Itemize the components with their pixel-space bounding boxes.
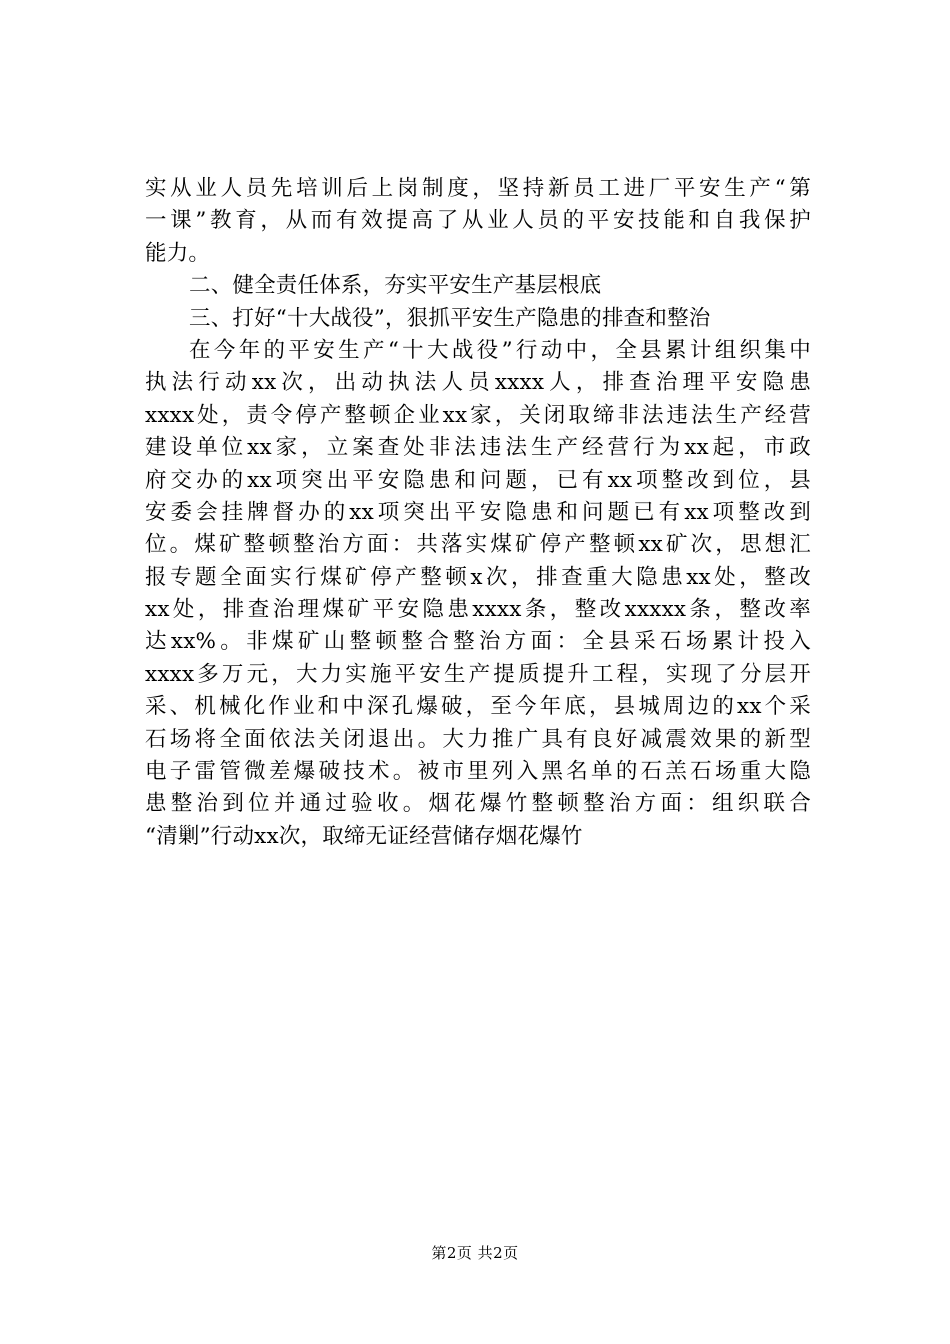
text-line: 电子雷管微差爆破技术。被市里列入黑名单的石羔石场重大隐	[145, 759, 811, 785]
text-line: 采、机械化作业和中深孔爆破，至今年底，县城周边的xx个采	[145, 694, 811, 720]
text-line: 在今年的平安生产“十大战役”行动中，全县累计组织集中	[189, 337, 811, 363]
text-line: 位。煤矿整顿整治方面：共落实煤矿停产整顿xx矿次，思想汇	[145, 532, 811, 558]
text-line: 实从业人员先培训后上岗制度，坚持新员工进厂平安生产“第	[145, 176, 811, 201]
text-line: 报专题全面实行煤矿停产整顿x次，排查重大隐患xx处，整改	[145, 564, 811, 590]
text-line: xx处，排查治理煤矿平安隐患xxxx条，整改xxxxx条，整改率	[145, 597, 811, 623]
section-heading-3: 三、打好“十大战役”，狠抓平安生产隐患的排查和整治	[189, 305, 711, 331]
body-text	[145, 173, 811, 853]
text-line: 达xx%。非煤矿山整顿整合整治方面：全县采石场累计投入	[145, 629, 811, 655]
text-line: 府交办的xx项突出平安隐患和问题，已有xx项整改到位，县	[145, 467, 811, 493]
text-line: 建设单位xx家，立案查处非法违法生产经营行为xx起，市政	[145, 435, 811, 461]
text-line: xxxx多万元，大力实施平安生产提质提升工程，实现了分层开	[145, 661, 811, 687]
text-line: 患整治到位并通过验收。烟花爆竹整顿整治方面：组织联合	[145, 791, 811, 817]
text-line: 能力。	[145, 240, 211, 266]
text-line: xxxx处，责令停产整顿企业xx家，关闭取缔非法违法生产经营	[145, 402, 811, 428]
text-line: 石场将全面依法关闭退出。大力推广具有良好减震效果的新型	[145, 726, 811, 752]
text-line: 执法行动xx次，出动执法人员xxxx人，排查治理平安隐患	[145, 370, 811, 396]
text-line: 安委会挂牌督办的xx项突出平安隐患和问题已有xx项整改到	[145, 499, 811, 525]
text-line: “清剿”行动xx次，取缔无证经营储存烟花爆竹	[145, 823, 583, 849]
section-heading-2: 二、健全责任体系，夯实平安生产基层根底	[189, 273, 602, 299]
text-line: 一课”教育，从而有效提高了从业人员的平安技能和自我保护	[145, 208, 811, 234]
page-footer: 第2页 共2页	[431, 1244, 519, 1262]
